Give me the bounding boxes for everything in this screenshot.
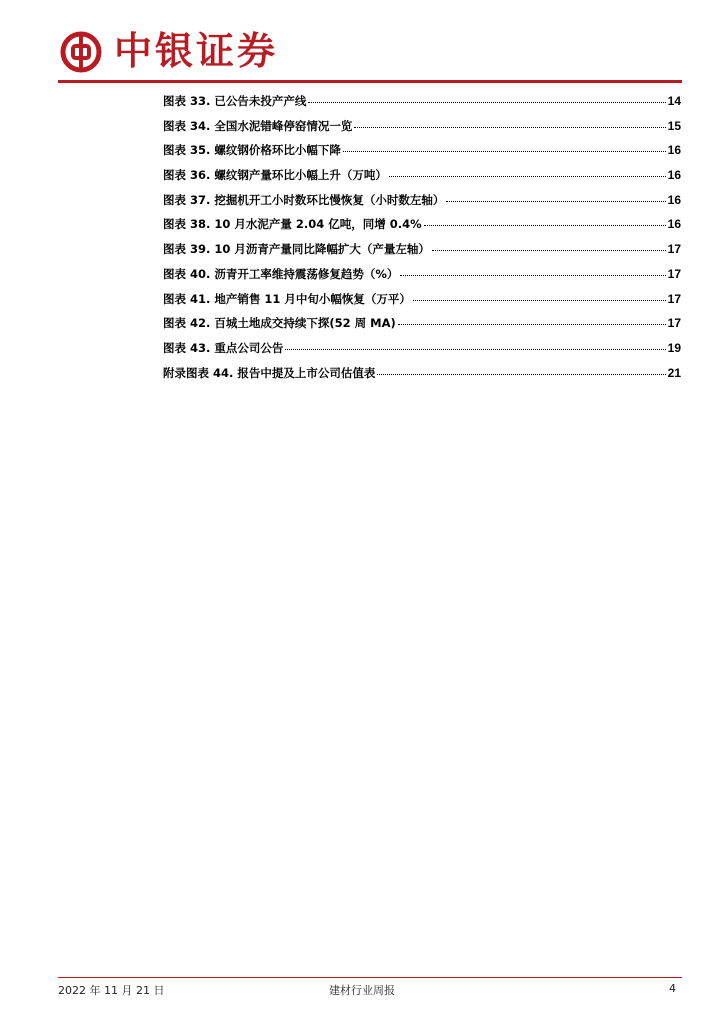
toc-dot-leader [377,374,665,375]
toc-entry-title: 图表 43. 重点公司公告 [163,340,284,355]
toc-entry-page: 17 [667,242,681,257]
brand-name: 中银证券 [114,28,279,73]
toc-dot-leader [400,275,665,276]
footer-page-number: 4 [669,982,676,995]
toc-dot-leader [354,127,665,128]
toc-entry-page: 16 [667,168,681,183]
toc-entry-page: 14 [667,94,681,108]
toc-entry[interactable] [163,192,681,217]
bank-of-china-logo-icon [60,31,102,73]
toc-entry-page: 16 [667,217,681,232]
toc-entry[interactable] [163,315,681,340]
toc-entry[interactable] [163,365,681,390]
toc-entry-title: 图表 35. 螺纹钢价格环比小幅下降 [163,143,341,158]
page-header [0,0,724,84]
toc-entry[interactable] [163,216,681,241]
toc-entry-title: 图表 34. 全国水泥错峰停窑情况一览 [163,118,353,133]
toc-entry-title: 图表 40. 沥青开工率维持震荡修复趋势（%） [163,266,399,281]
toc-entry[interactable] [163,118,681,143]
toc-entry[interactable] [163,266,681,291]
toc-dot-leader [308,102,665,103]
toc-entry-title: 图表 38. 10 月水泥产量 2.04 亿吨，同增 0.4% [163,217,422,232]
header-divider [58,80,682,83]
toc-entry-title: 图表 39. 10 月沥青产量同比降幅扩大（产量左轴） [163,242,430,257]
toc-entry[interactable] [163,93,681,118]
toc-entry[interactable] [163,340,681,365]
toc-entry-title: 图表 36. 螺纹钢产量环比小幅上升（万吨） [163,168,387,183]
toc-dot-leader [413,300,666,301]
toc-entry-title: 图表 37. 挖掘机开工小时数环比慢恢复（小时数左轴） [163,192,445,207]
toc-entry-page: 16 [667,192,681,207]
toc-entry-title: 图表 41. 地产销售 11 月中旬小幅恢复（万平） [163,291,411,306]
toc-entry-page: 19 [667,340,681,355]
footer-report-title: 建材行业周报 [329,984,395,997]
toc-dot-leader [432,250,666,251]
toc-dot-leader [424,225,666,226]
toc-dot-leader [389,176,666,177]
toc-entry-page: 16 [667,143,681,158]
toc-entry[interactable] [163,241,681,266]
toc-entry-page: 17 [667,316,681,331]
footer-divider [58,977,682,978]
toc-dot-leader [398,324,666,325]
toc-entry-title: 图表 42. 百城土地成交持续下探(52 周 MA) [163,316,396,331]
toc-entry[interactable] [163,142,681,167]
toc-dot-leader [285,349,665,350]
toc-entry-title: 图表 33. 已公告未投产产线 [163,94,307,108]
toc-entry-page: 15 [667,118,681,133]
toc-dot-leader [446,201,665,202]
table-of-figures [163,93,681,389]
toc-dot-leader [343,151,666,152]
toc-entry-page: 21 [667,365,681,380]
toc-entry-title: 附录图表 44. 报告中提及上市公司估值表 [163,365,376,380]
toc-entry-page: 17 [667,266,681,281]
toc-entry[interactable] [163,291,681,316]
toc-entry[interactable] [163,167,681,192]
footer-date: 2022 年 11 月 21 日 [58,984,165,997]
toc-entry-page: 17 [667,291,681,306]
